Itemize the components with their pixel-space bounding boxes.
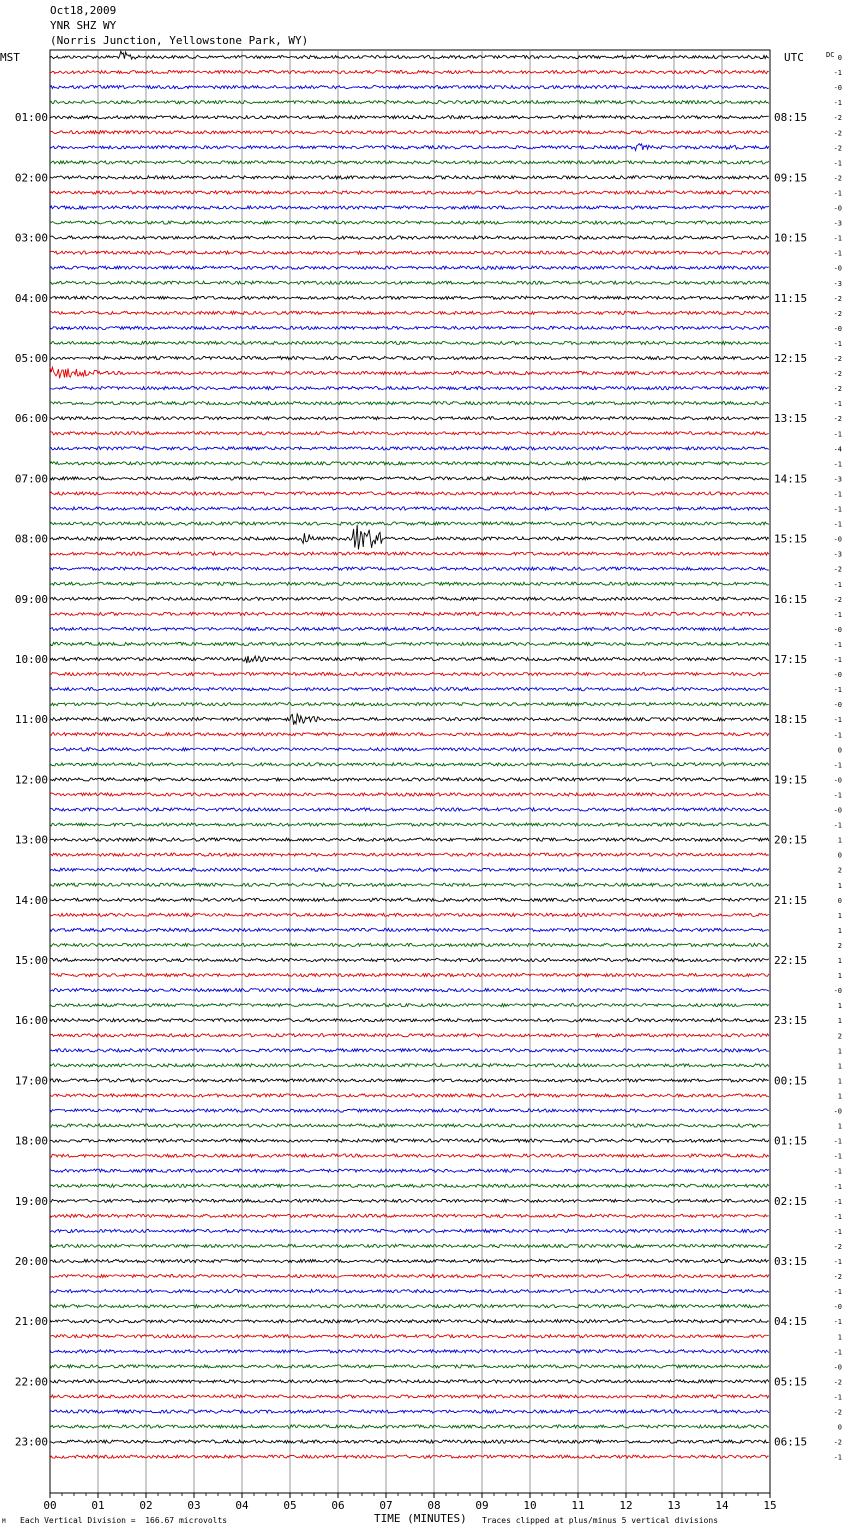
dc-offset-label: 0 bbox=[837, 54, 842, 62]
x-tick-label: 01 bbox=[91, 1499, 105, 1512]
trace-line bbox=[50, 1335, 769, 1338]
hour-label-left: 20:00 bbox=[14, 1255, 48, 1268]
trace-line bbox=[50, 1049, 769, 1052]
trace-line bbox=[50, 1109, 769, 1112]
trace-line bbox=[50, 703, 769, 706]
dc-offset-label: -1 bbox=[833, 1393, 842, 1402]
hour-label-left: 06:00 bbox=[14, 412, 48, 426]
trace-line bbox=[50, 206, 769, 209]
dc-offset-label: -2 bbox=[833, 1408, 842, 1417]
trace-line bbox=[50, 507, 769, 510]
dc-offset-label: -1 bbox=[833, 520, 842, 529]
hour-label-right: 19:15 bbox=[774, 773, 808, 787]
dc-offset-label: 1 bbox=[837, 1017, 842, 1026]
dc-offset-label: 2 bbox=[837, 866, 842, 875]
dc-offset-label: -1 bbox=[833, 821, 842, 830]
dc-offset-label: 1 bbox=[837, 957, 842, 965]
dc-offset-label: -2 bbox=[833, 595, 842, 604]
hour-label-left: 07:00 bbox=[14, 472, 48, 486]
dc-offset-label: 0 bbox=[837, 851, 842, 860]
trace-line bbox=[50, 552, 769, 555]
trace-line bbox=[50, 673, 769, 676]
trace-line bbox=[50, 1455, 769, 1458]
chart-date: Oct18,2009 bbox=[50, 4, 117, 17]
dc-offset-label: -2 bbox=[833, 355, 842, 363]
x-tick-label: 06 bbox=[331, 1499, 345, 1512]
trace-line bbox=[50, 1259, 769, 1262]
dc-offset-label: -1 bbox=[833, 1197, 842, 1206]
hour-label-right: 03:15 bbox=[774, 1255, 808, 1268]
x-tick-label: 11 bbox=[571, 1499, 585, 1512]
right-timezone-label: UTC bbox=[784, 51, 804, 64]
x-tick-label: 10 bbox=[523, 1499, 537, 1512]
dc-offset-label: -2 bbox=[833, 370, 842, 379]
trace-line bbox=[50, 808, 769, 811]
dc-offset-label: -1 bbox=[833, 189, 842, 198]
dc-offset-label: -1 bbox=[833, 430, 842, 439]
hour-label-left: 19:00 bbox=[14, 1194, 48, 1208]
trace-line bbox=[50, 958, 769, 961]
x-tick-label: 15 bbox=[763, 1499, 777, 1512]
trace-line bbox=[50, 1275, 769, 1278]
hour-label-right: 22:15 bbox=[774, 954, 808, 967]
dc-offset-label: -1 bbox=[833, 640, 842, 649]
hour-label-left: 11:00 bbox=[14, 713, 48, 727]
trace-line bbox=[50, 176, 769, 179]
trace-line bbox=[50, 1320, 769, 1323]
trace-line bbox=[50, 793, 769, 796]
dc-offset-label: -1 bbox=[833, 339, 842, 348]
hour-label-right: 04:15 bbox=[774, 1315, 808, 1329]
dc-offset-label: -3 bbox=[833, 219, 842, 228]
dc-offset-label: -1 bbox=[833, 656, 842, 664]
dc-offset-label: -0 bbox=[833, 535, 842, 544]
hour-label-right: 18:15 bbox=[774, 713, 808, 727]
hour-label-right: 11:15 bbox=[774, 291, 808, 305]
hour-label-right: 02:15 bbox=[774, 1194, 808, 1208]
trace-line bbox=[50, 1440, 769, 1443]
hour-label-right: 06:15 bbox=[774, 1435, 808, 1449]
hour-label-right: 13:15 bbox=[774, 412, 808, 426]
dc-offset-label: -4 bbox=[833, 445, 842, 454]
trace-line bbox=[50, 1214, 769, 1217]
trace-line bbox=[50, 1305, 769, 1308]
trace-line bbox=[50, 86, 769, 89]
dc-offset-label: -1 bbox=[833, 1227, 842, 1236]
x-tick-label: 02 bbox=[139, 1499, 153, 1512]
dc-offset-label: -2 bbox=[833, 1242, 842, 1251]
trace-line bbox=[50, 1079, 769, 1082]
trace-line bbox=[50, 1139, 769, 1142]
trace-line bbox=[50, 688, 769, 691]
trace-line bbox=[50, 642, 769, 645]
hour-label-left: 14:00 bbox=[14, 893, 48, 907]
trace-line bbox=[50, 236, 769, 239]
dc-offset-label: -0 bbox=[833, 324, 842, 333]
dc-offset-label: -1 bbox=[833, 1348, 842, 1357]
trace-line bbox=[50, 1380, 769, 1383]
dc-offset-label: -1 bbox=[833, 686, 842, 695]
dc-offset-label: -0 bbox=[833, 625, 842, 634]
x-axis-title: TIME (MINUTES) bbox=[374, 1512, 467, 1525]
left-timezone-label: MST bbox=[0, 51, 20, 64]
trace-line bbox=[50, 144, 769, 151]
trace-line bbox=[50, 1199, 769, 1202]
trace-line bbox=[50, 898, 769, 901]
dc-offset-label: -1 bbox=[833, 1212, 842, 1221]
dc-offset-label: -0 bbox=[833, 776, 842, 785]
x-tick-label: 05 bbox=[283, 1499, 297, 1512]
hour-label-left: 12:00 bbox=[14, 773, 48, 787]
dc-offset-label: 1 bbox=[837, 1333, 842, 1342]
trace-line bbox=[50, 1184, 769, 1187]
dc-offset-label: 2 bbox=[837, 941, 842, 950]
dc-offset-label: -2 bbox=[833, 144, 842, 153]
trace-line bbox=[50, 161, 769, 164]
dc-offset-label: 1 bbox=[837, 972, 842, 981]
hour-label-left: 08:00 bbox=[14, 532, 48, 546]
hour-label-right: 12:15 bbox=[774, 352, 808, 365]
dc-offset-label: -0 bbox=[833, 1363, 842, 1372]
trace-line bbox=[50, 522, 769, 525]
trace-line bbox=[50, 1410, 769, 1413]
x-tick-label: 03 bbox=[187, 1499, 201, 1512]
dc-offset-label: -2 bbox=[833, 385, 842, 394]
hour-label-left: 13:00 bbox=[14, 833, 48, 847]
trace-line bbox=[50, 402, 769, 405]
trace-line bbox=[50, 131, 769, 134]
dc-offset-label: 0 bbox=[837, 746, 842, 755]
trace-line bbox=[50, 1034, 769, 1037]
dc-offset-label: -1 bbox=[833, 1318, 842, 1327]
dc-offset-label: -0 bbox=[833, 701, 842, 710]
trace-line bbox=[50, 191, 769, 194]
dc-offset-label: 1 bbox=[837, 836, 842, 845]
dc-offset-label: -1 bbox=[833, 791, 842, 800]
trace-line bbox=[50, 567, 769, 570]
trace-line bbox=[50, 525, 769, 550]
trace-line bbox=[50, 1019, 769, 1022]
hour-label-right: 17:15 bbox=[774, 653, 808, 666]
dc-offset-label: -2 bbox=[833, 174, 842, 183]
dc-offset-label: -0 bbox=[833, 806, 842, 815]
trace-line bbox=[50, 838, 769, 841]
dc-offset-label: -1 bbox=[833, 1258, 842, 1266]
trace-line bbox=[50, 1365, 769, 1368]
dc-offset-label: -1 bbox=[833, 731, 842, 740]
hour-label-left: 22:00 bbox=[14, 1375, 48, 1389]
dc-offset-label: -2 bbox=[833, 129, 842, 138]
trace-line bbox=[50, 71, 769, 74]
dc-offset-label: -1 bbox=[833, 1137, 842, 1146]
dc-offset-label: -1 bbox=[833, 400, 842, 409]
dc-offset-label: -1 bbox=[833, 490, 842, 499]
dc-offset-label: -1 bbox=[833, 610, 842, 619]
trace-line bbox=[50, 1124, 769, 1127]
dc-offset-label: -1 bbox=[833, 234, 842, 243]
dc-offset-label: -1 bbox=[833, 249, 842, 258]
footer-mark: M bbox=[2, 1518, 6, 1525]
hour-label-left: 23:00 bbox=[14, 1435, 48, 1449]
dc-offset-label: -2 bbox=[833, 415, 842, 424]
dc-offset-label: 1 bbox=[837, 881, 842, 890]
dc-offset-label: -0 bbox=[833, 84, 842, 93]
trace-line bbox=[50, 1290, 769, 1293]
trace-line bbox=[50, 1229, 769, 1232]
trace-line bbox=[50, 221, 769, 224]
trace-line bbox=[50, 1154, 769, 1157]
trace-line bbox=[50, 281, 769, 284]
dc-offset-label: -3 bbox=[833, 550, 842, 559]
hour-label-left: 05:00 bbox=[14, 352, 48, 365]
dc-offset-label: 1 bbox=[837, 926, 842, 935]
hour-label-left: 10:00 bbox=[14, 653, 48, 666]
x-tick-label: 12 bbox=[619, 1499, 633, 1512]
trace-line bbox=[50, 266, 769, 269]
trace-line bbox=[50, 417, 769, 420]
dc-offset-label: -1 bbox=[833, 580, 842, 589]
trace-line bbox=[50, 763, 769, 766]
trace-line bbox=[50, 296, 769, 299]
trace-line bbox=[50, 462, 769, 465]
trace-line bbox=[50, 251, 769, 254]
dc-offset-label: 1 bbox=[837, 1122, 842, 1131]
dc-offset-label: -2 bbox=[833, 309, 842, 318]
dc-offset-label: -0 bbox=[833, 204, 842, 213]
trace-line bbox=[50, 1244, 769, 1247]
trace-line bbox=[50, 928, 769, 931]
dc-offset-label: 1 bbox=[837, 911, 842, 920]
dc-offset-label: -0 bbox=[833, 987, 842, 996]
hour-label-right: 15:15 bbox=[774, 532, 808, 546]
trace-line bbox=[50, 367, 769, 378]
trace-line bbox=[50, 943, 769, 946]
dc-offset-label: 1 bbox=[837, 1077, 842, 1086]
station-code: YNR SHZ WY bbox=[50, 19, 117, 32]
hour-label-right: 05:15 bbox=[774, 1375, 808, 1389]
dc-offset-label: -3 bbox=[833, 475, 842, 484]
trace-line bbox=[50, 1064, 769, 1067]
trace-line bbox=[50, 326, 769, 329]
dc-offset-label: -1 bbox=[833, 716, 842, 725]
x-tick-label: 13 bbox=[667, 1499, 681, 1512]
hour-label-left: 16:00 bbox=[14, 1014, 48, 1028]
dc-offset-label: -0 bbox=[833, 671, 842, 680]
hour-label-left: 01:00 bbox=[14, 111, 48, 125]
trace-line bbox=[50, 853, 769, 856]
dc-offset-label: 1 bbox=[837, 1047, 842, 1056]
hour-label-right: 00:15 bbox=[774, 1074, 808, 1088]
dc-offset-label: 1 bbox=[837, 1092, 842, 1101]
trace-line bbox=[50, 868, 769, 871]
trace-line bbox=[50, 356, 769, 359]
trace-line bbox=[50, 387, 769, 390]
dc-offset-label: -0 bbox=[833, 1303, 842, 1312]
hour-label-right: 08:15 bbox=[774, 111, 808, 125]
trace-line bbox=[50, 627, 769, 630]
scale-note: Each Vertical Division = 166.67 microvolts bbox=[20, 1516, 228, 1525]
dc-offset-label: -1 bbox=[833, 505, 842, 514]
dc-offset-label: -0 bbox=[833, 264, 842, 273]
hour-label-left: 17:00 bbox=[14, 1074, 48, 1088]
trace-line bbox=[50, 51, 769, 59]
trace-line bbox=[50, 597, 769, 600]
x-tick-label: 14 bbox=[715, 1499, 729, 1512]
trace-line bbox=[50, 1350, 769, 1353]
dc-offset-label: -2 bbox=[833, 1438, 842, 1447]
dc-offset-label: 1 bbox=[837, 1062, 842, 1071]
hour-label-left: 02:00 bbox=[14, 171, 48, 185]
trace-line bbox=[50, 432, 769, 435]
dc-offset-label: -2 bbox=[833, 565, 842, 574]
hour-label-right: 21:15 bbox=[774, 893, 808, 907]
trace-line bbox=[50, 447, 769, 450]
trace-line bbox=[50, 714, 769, 725]
dc-offset-label: -1 bbox=[833, 1453, 842, 1462]
trace-line bbox=[50, 492, 769, 495]
hour-label-left: 15:00 bbox=[14, 954, 48, 967]
dc-offset-label: -1 bbox=[833, 460, 842, 469]
x-tick-label: 08 bbox=[427, 1499, 441, 1512]
trace-line bbox=[50, 612, 769, 615]
trace-line bbox=[50, 1169, 769, 1172]
hour-label-left: 21:00 bbox=[14, 1315, 48, 1329]
dc-offset-label: 2 bbox=[837, 1032, 842, 1041]
dc-offset-label: -1 bbox=[833, 761, 842, 770]
dc-offset-label: -1 bbox=[833, 1167, 842, 1176]
hour-label-right: 23:15 bbox=[774, 1014, 808, 1028]
trace-line bbox=[50, 883, 769, 886]
hour-label-left: 18:00 bbox=[14, 1134, 48, 1148]
dc-column-label: DC bbox=[826, 51, 835, 59]
trace-line bbox=[50, 311, 769, 314]
hour-label-left: 09:00 bbox=[14, 592, 48, 606]
dc-offset-label: -1 bbox=[833, 159, 842, 168]
dc-offset-label: -1 bbox=[833, 69, 842, 78]
x-tick-label: 00 bbox=[43, 1499, 57, 1512]
trace-line bbox=[50, 778, 769, 781]
trace-line bbox=[50, 477, 769, 480]
dc-offset-label: -1 bbox=[833, 1182, 842, 1191]
trace-line bbox=[50, 341, 769, 344]
trace-line bbox=[50, 656, 769, 663]
x-tick-label: 07 bbox=[379, 1499, 393, 1512]
dc-offset-label: -2 bbox=[833, 294, 842, 303]
hour-label-left: 04:00 bbox=[14, 291, 48, 305]
trace-line bbox=[50, 974, 769, 977]
trace-line bbox=[50, 1094, 769, 1097]
trace-line bbox=[50, 748, 769, 751]
trace-line bbox=[50, 913, 769, 916]
trace-line bbox=[50, 582, 769, 585]
dc-offset-label: 0 bbox=[837, 1423, 842, 1432]
dc-offset-label: -2 bbox=[833, 114, 842, 123]
trace-line bbox=[50, 1425, 769, 1428]
hour-label-right: 10:15 bbox=[774, 231, 808, 245]
trace-line bbox=[50, 733, 769, 736]
trace-line bbox=[50, 1004, 769, 1007]
hour-label-right: 14:15 bbox=[774, 472, 808, 486]
hour-label-right: 16:15 bbox=[774, 592, 808, 606]
trace-line bbox=[50, 823, 769, 826]
hour-label-right: 20:15 bbox=[774, 833, 808, 847]
dc-offset-label: 1 bbox=[837, 1002, 842, 1011]
dc-offset-label: -1 bbox=[833, 99, 842, 108]
dc-offset-label: -3 bbox=[833, 279, 842, 288]
dc-offset-label: 0 bbox=[837, 896, 842, 905]
dc-offset-label: -2 bbox=[833, 1378, 842, 1387]
clip-note: Traces clipped at plus/minus 5 vertical divisions bbox=[482, 1516, 719, 1525]
hour-label-right: 01:15 bbox=[774, 1134, 808, 1148]
trace-line bbox=[50, 101, 769, 104]
dc-offset-label: -0 bbox=[833, 1107, 842, 1116]
x-tick-label: 04 bbox=[235, 1499, 249, 1512]
trace-line bbox=[50, 989, 769, 992]
station-location: (Norris Junction, Yellowstone Park, WY) bbox=[50, 34, 309, 47]
hour-label-left: 03:00 bbox=[14, 231, 48, 245]
x-tick-label: 09 bbox=[475, 1499, 489, 1512]
trace-line bbox=[50, 116, 769, 119]
hour-label-right: 09:15 bbox=[774, 171, 808, 185]
dc-offset-label: -1 bbox=[833, 1152, 842, 1161]
dc-offset-label: -2 bbox=[833, 1273, 842, 1282]
trace-line bbox=[50, 1395, 769, 1398]
dc-offset-label: -1 bbox=[833, 1288, 842, 1297]
